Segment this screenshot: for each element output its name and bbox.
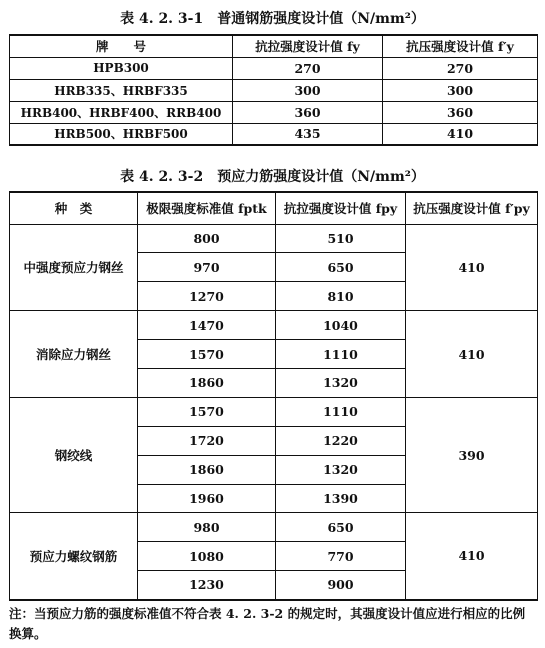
kind-cell: 消除应力钢丝 (10, 311, 138, 398)
table1-title: 表 4. 2. 3-1 普通钢筋强度设计值（N/mm²） (120, 11, 425, 27)
column-header: 极限强度标准值 fptk (138, 192, 276, 224)
compressive-cell: 270 (383, 57, 538, 79)
table-row (10, 101, 538, 123)
tensile-cell: 360 (233, 101, 383, 123)
table-row (10, 397, 538, 426)
brand-cell: HRB500、HRBF500 (10, 123, 233, 145)
kind-cell: 中强度预应力钢丝 (10, 224, 138, 311)
tensile-cell: 435 (233, 123, 383, 145)
table-footnote: 注：当预应力筋的强度标准值不符合表 4. 2. 3-2 的规定时，其强度设计值应进行相应的比例换算。 (9, 606, 526, 641)
fpy-cell: 1390 (276, 484, 406, 513)
fpy-cell: 770 (276, 542, 406, 571)
tensile-cell: 300 (233, 79, 383, 101)
fpy-cell: 510 (276, 224, 406, 253)
brand-cell: HRB400、HRBF400、RRB400 (10, 101, 233, 123)
table-row (10, 79, 538, 101)
fpy-cell: 900 (276, 571, 406, 600)
fptk-cell: 1080 (138, 542, 276, 571)
fpy-cell: 1220 (276, 426, 406, 455)
rebar-strength-table (9, 34, 538, 146)
fptk-cell: 1570 (138, 340, 276, 369)
brand-cell: HRB335、HRBF335 (10, 79, 233, 101)
fptk-cell: 980 (138, 513, 276, 542)
fpy-cell: 1110 (276, 340, 406, 369)
fpy-cell: 810 (276, 282, 406, 311)
fpy-cell: 1320 (276, 368, 406, 397)
compressive-cell: 300 (383, 79, 538, 101)
fpy-prime-cell: 410 (406, 513, 538, 600)
fptk-cell: 1470 (138, 311, 276, 340)
table-header-row (10, 35, 538, 57)
kind-cell: 钢绞线 (10, 397, 138, 513)
fpy-prime-cell: 390 (406, 397, 538, 513)
fpy-cell: 650 (276, 513, 406, 542)
tensile-cell: 270 (233, 57, 383, 79)
table-row (10, 57, 538, 79)
table-row (10, 224, 538, 253)
table-header-row (10, 192, 538, 224)
prestress-strength-table (9, 191, 538, 601)
compressive-cell: 410 (383, 123, 538, 145)
fptk-cell: 970 (138, 253, 276, 282)
column-header: 抗拉强度设计值 fpy (276, 192, 406, 224)
table-row (10, 123, 538, 145)
compressive-cell: 360 (383, 101, 538, 123)
fpy-cell: 1110 (276, 397, 406, 426)
fptk-cell: 1960 (138, 484, 276, 513)
column-header: 抗拉强度设计值 fy (233, 35, 383, 57)
brand-cell: HPB300 (10, 57, 233, 79)
fptk-cell: 800 (138, 224, 276, 253)
fptk-cell: 1860 (138, 368, 276, 397)
fpy-cell: 1320 (276, 455, 406, 484)
fpy-cell: 1040 (276, 311, 406, 340)
fptk-cell: 1720 (138, 426, 276, 455)
table-row (10, 513, 538, 542)
column-header: 种 类 (10, 192, 138, 224)
column-header: 抗压强度设计值 f′py (406, 192, 538, 224)
fpy-prime-cell: 410 (406, 311, 538, 398)
column-header: 抗压强度设计值 f′y (383, 35, 538, 57)
fpy-cell: 650 (276, 253, 406, 282)
fptk-cell: 1270 (138, 282, 276, 311)
kind-cell: 预应力螺纹钢筋 (10, 513, 138, 600)
table-row (10, 311, 538, 340)
table2-title: 表 4. 2. 3-2 预应力筋强度设计值（N/mm²） (120, 169, 425, 185)
column-header: 牌 号 (10, 35, 233, 57)
fptk-cell: 1570 (138, 397, 276, 426)
fptk-cell: 1860 (138, 455, 276, 484)
fpy-prime-cell: 410 (406, 224, 538, 311)
fptk-cell: 1230 (138, 571, 276, 600)
